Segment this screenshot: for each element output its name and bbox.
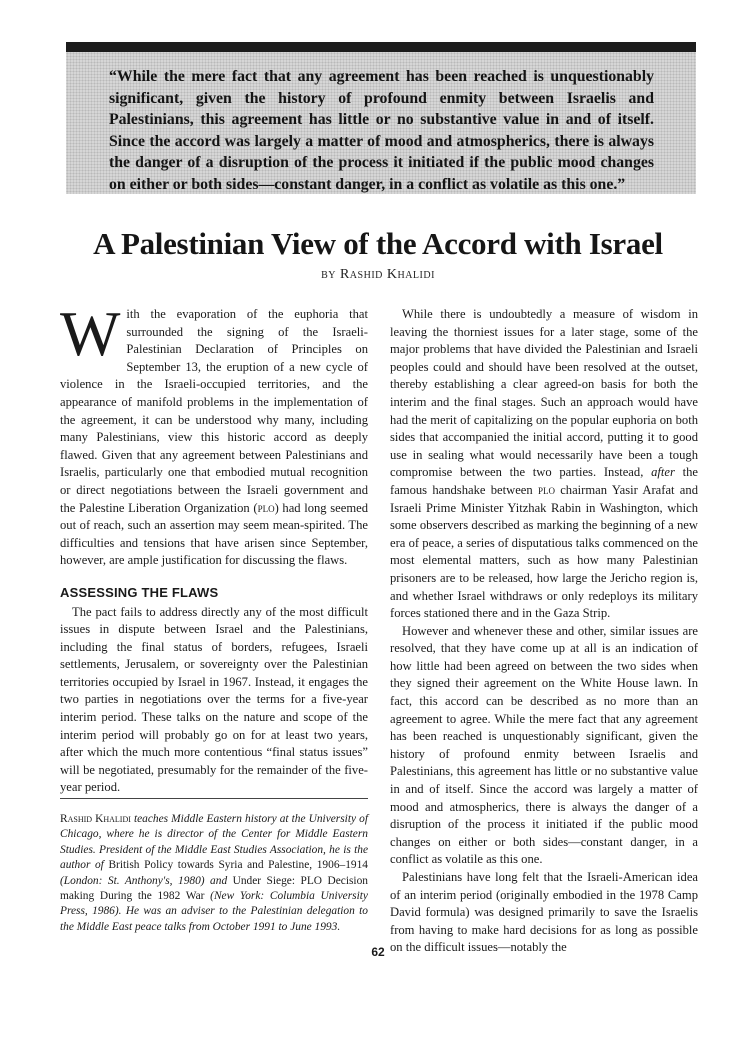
right-paragraph-3: Palestinians have long felt that the Israeli-American idea of an interim period (originally embodied in the 1978 Camp David formula) was designed primarily to save the Israelis from having to make hard decisions for as long as possible on the difficult issues—notably the <box>390 870 698 955</box>
right-p1-mid: the famous handshake between <box>390 465 698 497</box>
section-heading: ASSESSING THE FLAWS <box>60 584 219 600</box>
right-column <box>390 306 698 957</box>
left-paragraph-1 <box>60 298 368 570</box>
left-p1-text: ith the evaporation of the euphoria that surrounded the signing of the Israeli-Palestinian Declaration of Principles on September 13, the eruption of a new cycle of violence in the Israeli-occupied territories, and the appearance of manifold problems in the implementation of the agreement, it can be understood why many, including many Palestinians, view this historic accord as deeply flawed. Given that any agreement between Palestinians and Israelis, particularly one that embodied mutual recognition or direct negotiations between the Israeli government and the Palestine Liberation Organization <box>60 307 368 515</box>
article-title: A Palestinian View of the Accord with Israel <box>93 226 663 261</box>
pullquote: “While the mere fact that any agreement has been reached is unquestionably significant, given the history of profound enmity between Israelis and Palestinians, this agreement has little or no substantive value in and of itself. Since the accord was largely a matter of mood and atmospherics, there is always the danger of a disruption of the process it initiated if the public mood changes on either or both sides—constant danger, in a conflict as volatile as this one.” <box>109 68 654 193</box>
footnote-author-name: Rashid Khalidi <box>60 813 131 825</box>
left-column <box>60 298 368 797</box>
left-paragraph-2: The pact fails to address directly any of the most difficult issues in dispute between Israel and the Palestinians, including the final status of borders, refugees, Israeli settlements, Jerusalem, or sovereignty over the Palestinian territories occupied by Israel in 1967. Instead, it engages the two parties in negotiations over the terms for a five-year interim period. These talks on the nature and scope of the interim period will probably go on for at least two years, after which the much more contentious “final status issues” will be negotiated, presumably for the remainder of the five-year period. <box>60 604 368 795</box>
right-p1-start: While there is undoubtedly a measure of wisdom in leaving the thorniest issues for a later stage, some of the major problems that have divided the Palestinian and Israeli peoples could and should have been resolved at the outset, thereby establishing a clear agreed-on basis for both the interim and the final stages. Such an approach would have had the merit of capitalizing on the popular euphoria on both sides that accompanied the initial accord, putting it to good use in sealing what would necessarily have been a tough compromise between the two parties. Instead, <box>390 307 698 480</box>
left-p1-abbr: (plo) <box>253 500 279 515</box>
right-paragraph-1 <box>390 306 698 623</box>
author-footnote <box>60 812 368 935</box>
top-rule <box>66 42 696 52</box>
footnote-book-2: Under Siege: PLO Decision making During the 1982 War <box>60 874 368 903</box>
footnote-book-1: British Policy towards Syria and Palestine, 1906–1914 <box>108 859 368 872</box>
footnote-rule <box>60 798 368 799</box>
footnote-text-3: (New York: Columbia University Press, 1986). He was an adviser to the Palestinian delegation to the Middle East peace talks from October 1991 to June 1993. <box>60 890 368 933</box>
right-paragraph-2: However and whenever these and other, similar issues are resolved, that they have come up at all is an indication of how little had been agreed on between the two sides when they signed their agreement on the White House lawn. In fact, this accord can be described as no more than an agreement to agree. While the mere fact that any agreement has been reached is unquestionably significant, given the history of profound enmity between Israelis and Palestinians, this agreement has little or no substantive value in and of itself. Since the accord was largely a matter of mood and atmospherics, there is always the danger of a disruption of the process it initiated if the public mood changes on either or both sides—constant danger, in a conflict as volatile as this one. <box>390 623 698 867</box>
right-p1-emphasis: after <box>651 465 675 480</box>
left-p1-end: had long seemed out of reach, such an assertion may seem mean-spirited. The difficulties and tensions that have arisen since September, however, are ample justification for discussing the flaws. <box>60 500 368 568</box>
page-number: 62 <box>371 945 385 959</box>
right-p1-end: chairman Yasir Arafat and Israeli Prime Minister Yitzhak Rabin in Washington, which some observers described as marking the beginning of a new era of peace, a series of disputatious talks commenced on the most elemental matters, such as how many Palestinian prisoners are to be released, how large the Jericho region is, and whether Israel withdraws or only redeploys its military forces stationed there and in the Gaza Strip. <box>390 482 698 621</box>
drop-cap: W <box>60 298 121 369</box>
right-p1-abbr: plo <box>537 482 555 497</box>
footnote-text-2: (London: St. Anthony's, 1980) and <box>60 874 233 887</box>
footnote-text-1: teaches Middle Eastern history at the University of Chicago, where he is director of the Center for Middle Eastern Studies. President of the Middle East Studies Association, he is the author of <box>60 813 368 872</box>
byline: by Rashid Khalidi <box>321 267 435 282</box>
